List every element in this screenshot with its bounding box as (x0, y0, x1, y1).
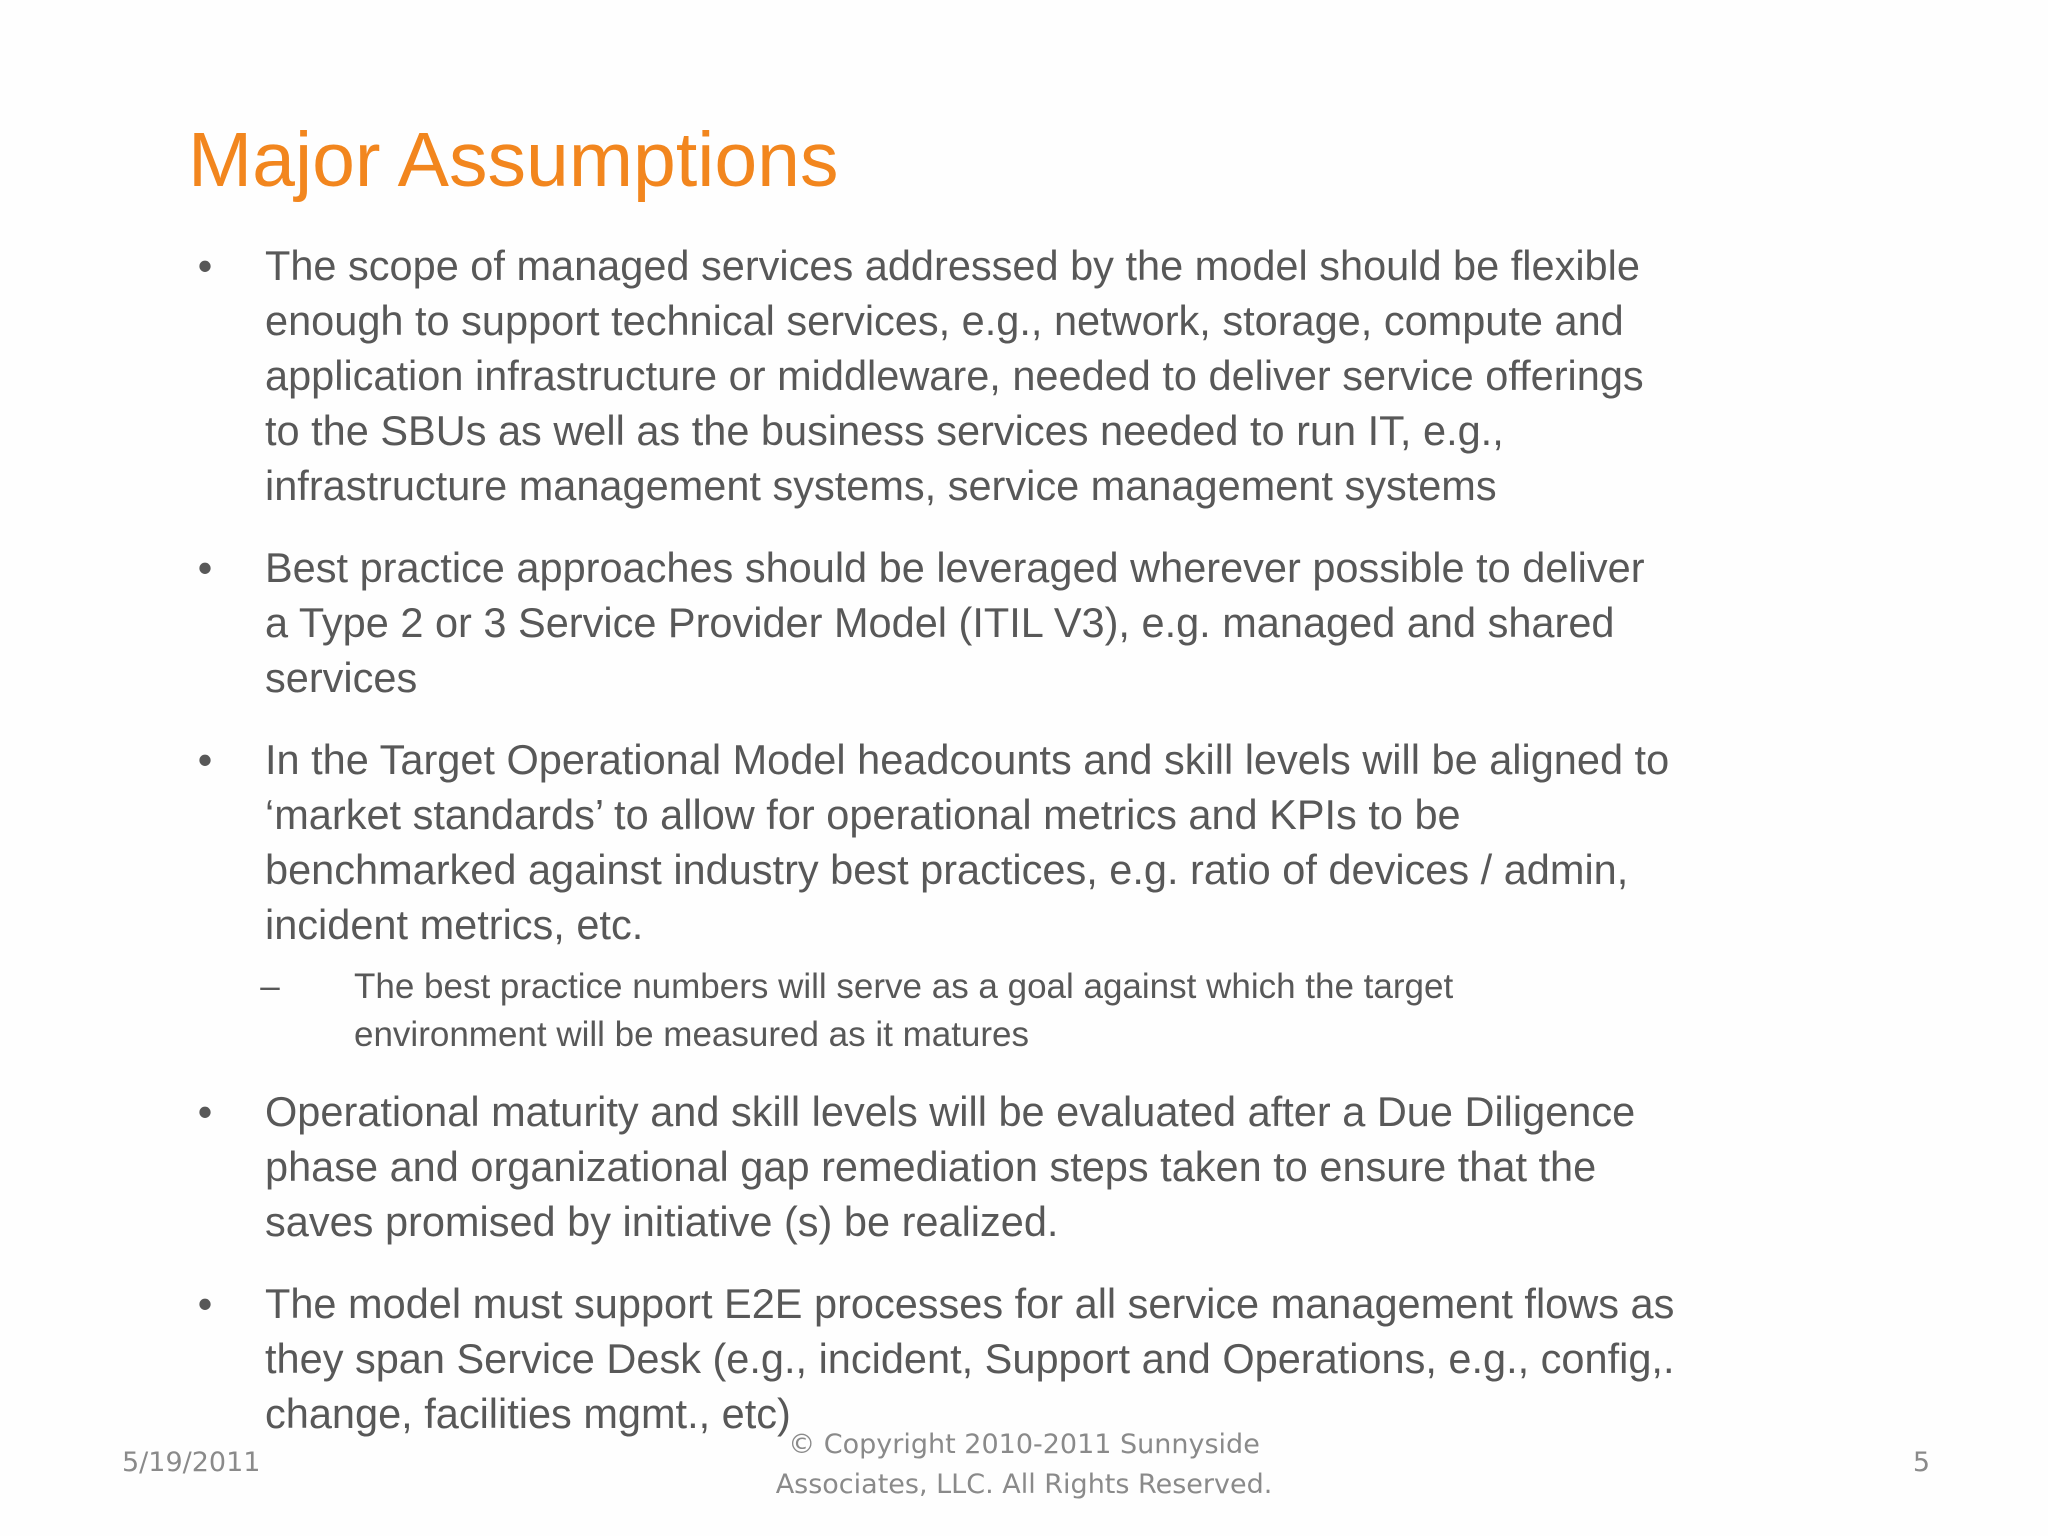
bullet-line: incident metrics, etc. (265, 901, 644, 948)
page-number: 5 (1912, 1447, 1930, 1478)
footer-date: 5/19/2011 (122, 1447, 261, 1478)
bullet-item-scope (197, 238, 1825, 513)
sub-bullet-marker: – (260, 967, 280, 1006)
bullet-line: Operational maturity and skill levels will be evaluated after a Due Diligence (265, 1088, 1636, 1135)
bullet-line: In the Target Operational Model headcounts and skill levels will be aligned to (265, 736, 1670, 783)
bullet-marker: • (197, 242, 213, 289)
bullet-list (0, 238, 2048, 1441)
bullet-item-e2e (197, 1276, 1825, 1441)
bullet-line: they span Service Desk (e.g., incident, Support and Operations, e.g., config,. (265, 1335, 1675, 1382)
bullet-line: ‘market standards’ to allow for operational metrics and KPIs to be (265, 791, 1461, 838)
slide-title: Major Assumptions (188, 117, 839, 203)
sub-bullet-item (260, 963, 1714, 1059)
bullet-line: The scope of managed services addressed by the model should be flexible (265, 242, 1640, 289)
bullet-line: saves promised by initiative (s) be realized. (265, 1198, 1059, 1245)
copyright-line: Associates, LLC. All Rights Reserved. (775, 1469, 1273, 1500)
bullet-item-target-model (197, 732, 1825, 952)
bullet-line: application infrastructure or middleware, needed to deliver service offerings (265, 352, 1644, 399)
bullet-line: a Type 2 or 3 Service Provider Model (ITIL V3), e.g. managed and shared (265, 599, 1615, 646)
bullet-marker: • (197, 736, 213, 783)
bullet-line: The model must support E2E processes for all service management flows as (265, 1280, 1675, 1327)
bullet-line: services (265, 654, 418, 701)
bullet-line: benchmarked against industry best practices, e.g. ratio of devices / admin, (265, 846, 1629, 893)
bullet-item-best-practice (197, 540, 1825, 705)
copyright-line: © Copyright 2010-2011 Sunnyside (788, 1429, 1260, 1460)
sub-bullet-line: environment will be measured as it matures (354, 1015, 1030, 1054)
bullet-line: phase and organizational gap remediation steps taken to ensure that the (265, 1143, 1597, 1190)
bullet-item-maturity (197, 1084, 1825, 1249)
bullet-line: Best practice approaches should be leveraged wherever possible to deliver (265, 544, 1645, 591)
bullet-marker: • (197, 1088, 213, 1135)
bullet-marker: • (197, 544, 213, 591)
bullet-line: enough to support technical services, e.g., network, storage, compute and (265, 297, 1624, 344)
bullet-marker: • (197, 1280, 213, 1327)
sub-bullet-line: The best practice numbers will serve as a goal against which the target (354, 967, 1454, 1006)
bullet-line: infrastructure management systems, service management systems (265, 462, 1497, 509)
footer-copyright (724, 1425, 1324, 1505)
bullet-line: to the SBUs as well as the business services needed to run IT, e.g., (265, 407, 1504, 454)
bullet-line: change, facilities mgmt., etc) (265, 1390, 791, 1437)
